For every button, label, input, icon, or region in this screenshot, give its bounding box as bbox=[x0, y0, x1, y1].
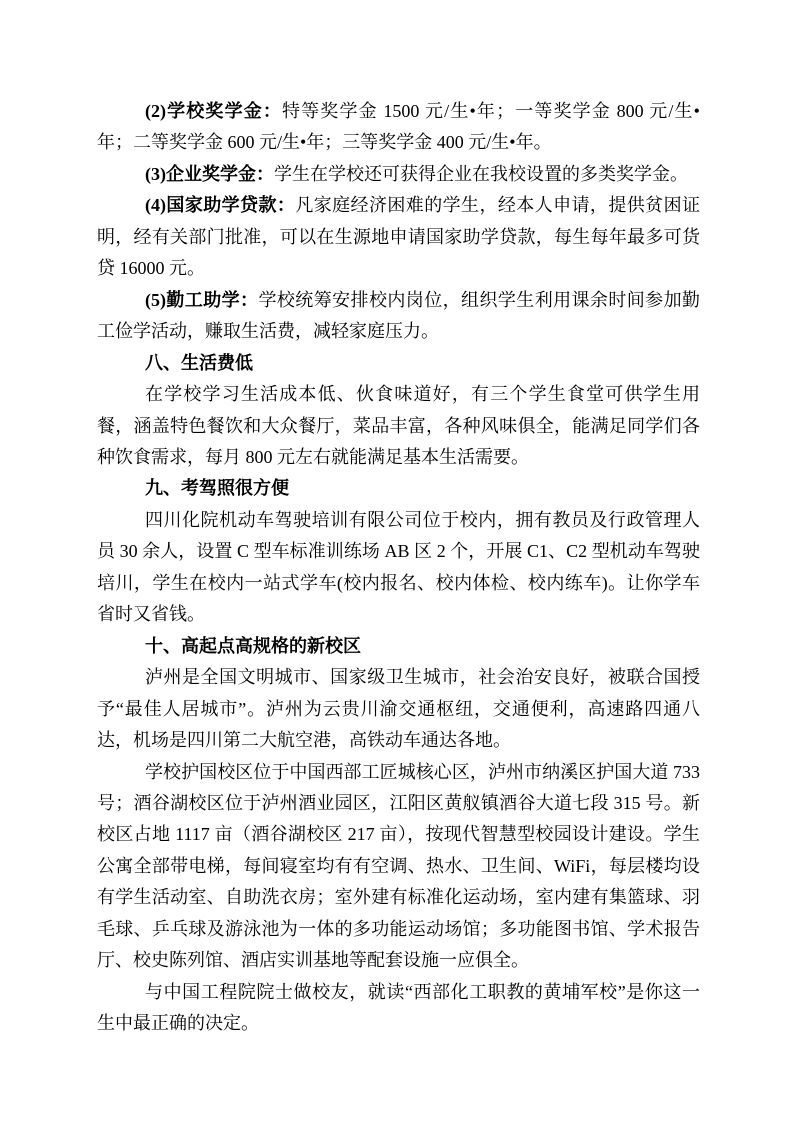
paragraph-text: 学校护国校区位于中国西部工匠城核心区，泸州市纳溪区护国大道 733 号；酒谷湖校区位于泸州酒业园区，江阳区黄舣镇酒谷大道七段 315 号。新校区占地 1117 亩（酒谷湖校区 217 亩），按现代智慧型校园设计建设。学生公寓全部带电梯，每间寝室均有有空调、热水、卫生间、WiFi，每层楼均设有学生活动室、自助洗衣房；室外建有标准化运动场，室内建有集篮球、羽毛球、乒乓球及游泳池为一体的多功能运动场馆；多功能图书馆、学术报告厅、校史陈列馆、酒店实训基地等配套设施一应俱全。 bbox=[97, 761, 700, 971]
paragraph-label: (2)学校奖学金： bbox=[145, 101, 283, 121]
paragraph-text: 十、高起点高规格的新校区 bbox=[145, 635, 361, 656]
paragraph-text: 在学校学习生活成本低、伙食味道好，有三个学生食堂可供学生用餐，涵盖特色餐饮和大众餐厅，菜品丰富，各种风味俱全，能满足同学们各种饮食需求，每月 800 元左右就能满足基本生活需要。 bbox=[97, 384, 700, 467]
paragraph bbox=[97, 757, 700, 977]
paragraph bbox=[97, 977, 700, 1040]
paragraph-text: 与中国工程院院士做校友，就读“西部化工职教的黄埔军校”是你这一生中最正确的决定。 bbox=[97, 981, 700, 1034]
paragraph-text: 学生在学校还可获得企业在我校设置的多类奖学金。 bbox=[274, 163, 688, 184]
paragraph-text: 特等奖学金 1500 元/生•年；一等奖学金 800 元/生•年；二等奖学金 600 元/生•年；三等奖学金 400 元/生•年。 bbox=[97, 101, 700, 153]
paragraph bbox=[97, 662, 700, 756]
paragraph-text: 八、生活费低 bbox=[145, 352, 253, 373]
paragraph bbox=[97, 96, 700, 159]
paragraph-text: 凡家庭经济困难的学生，经本人申请，提供贫困证明，经有关部门批准，可以在生源地申请国家助学贷款，每生每年最多可货贷 16000 元。 bbox=[97, 195, 700, 279]
paragraph bbox=[97, 159, 700, 190]
paragraph-label: (5)勤工助学： bbox=[145, 289, 259, 310]
paragraph bbox=[97, 285, 700, 348]
paragraph-label: (4)国家助学贷款： bbox=[145, 195, 296, 216]
paragraph-text: 四川化院机动车驾驶培训有限公司位于校内，拥有教员及行政管理人员 30 余人，设置 C 型车标准训练场 AB 区 2 个，开展 C1、C2 型机动车驾驶培川，学生在校内一站式学车(校内报名、校内体检、校内练车)。让你学车省时又省钱。 bbox=[97, 509, 700, 625]
paragraph-label: (3)企业奖学金： bbox=[145, 163, 274, 184]
paragraph-text: 九、考驾照很方便 bbox=[145, 478, 289, 499]
section-heading bbox=[97, 473, 700, 504]
paragraph-text: 泸州是全国文明城市、国家级卫生城市，社会治安良好，被联合国授予“最佳人居城市”。泸州为云贵川渝交通枢纽，交通便利，高速路四通八达，机场是四川第二大航空港，高铁动车通达各地。 bbox=[97, 667, 700, 751]
section-heading bbox=[97, 631, 700, 662]
section-heading bbox=[97, 348, 700, 379]
paragraph bbox=[97, 190, 700, 284]
paragraph-text: 学校统筹安排校内岗位，组织学生利用课余时间参加勤工俭学活动，赚取生活费，减轻家庭压力。 bbox=[97, 289, 700, 342]
document-body bbox=[97, 96, 700, 1040]
paragraph bbox=[97, 379, 700, 473]
paragraph bbox=[97, 505, 700, 631]
